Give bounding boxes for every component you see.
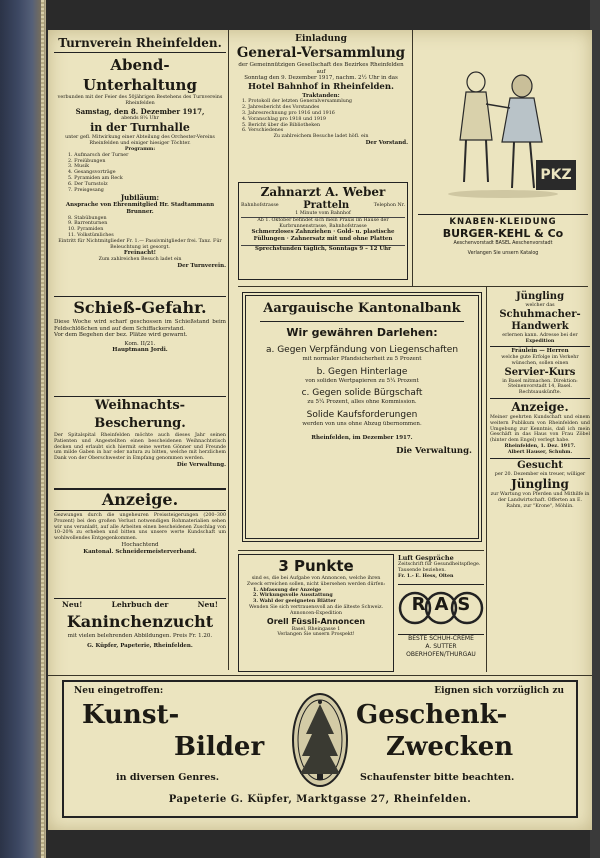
anzeige-right-title: Anzeige. [490, 398, 590, 415]
punkte-advice: Wenden Sie sich vertrauensvoll an die älteste Schweiz. Annoncen-Expedition [248, 604, 383, 616]
eignen-label: Eignen sich vorzüglich zu [434, 686, 564, 696]
bank-place: Rheinfelden, im Dezember 1917. [311, 435, 413, 442]
new-label: Neu! [197, 600, 218, 609]
ras-ad [398, 588, 484, 672]
gesprache-text: Zeitschrift für Gesundheitspflege. Tausende beziehen. [398, 562, 481, 573]
einladung-head: Einladung [295, 34, 347, 44]
j2-text: zur Wartung von Pferden und Mithilfe in der Landwirtschaft. Offerten an E. Rahm, zur "Krone", Möhlin. [490, 492, 590, 509]
anzeige-left-ad [54, 488, 226, 584]
zahnarzt-title: Zahnarzt A. Weber [260, 185, 386, 199]
kaninchen-top [54, 599, 226, 611]
servier-title: Servier-Kurs [504, 366, 576, 378]
bank-a: a. Gegen Verpfändung von Liegenschaften [265, 345, 459, 355]
weihnacht-text: Der Spitalspital Rheinfelden möchte auch dieses Jahr seinen Patienten und Angestellten einen bescheidenen Weihnachtstisch decken und erlaubt sich hiermit seine werten Gönner und Freunde um milde Gaben in bar oder natura zu bitten, welche mit herzlichem Dank von der Oberschwester in Empfang genommen werden. [54, 433, 226, 462]
turnverein-header: Turnverein Rheinfelden. [54, 34, 226, 53]
jubilaeum-heading: Jubiläum: [120, 193, 160, 203]
einladung-date: Sonntag den 9. Dezember 1917, nachm. 2½ Uhr in das [244, 75, 398, 82]
book-spine [0, 0, 46, 858]
gesucht-title: Gesucht [490, 458, 590, 472]
kunst-bilder-ad [62, 680, 578, 818]
program-list [54, 153, 226, 194]
list-item: 2. Freiübungen [68, 158, 106, 164]
list-item: 3. Jahresrechnung pro 1916 und 1916 [242, 110, 335, 116]
bank-a-sub: mit normaler Pfandsicherheit zu 5 Prozent [302, 356, 422, 362]
zahnarzt-row [241, 200, 405, 211]
christmas-tree-illustration [290, 690, 350, 790]
schiess-sig1: Kom. II/21. [124, 340, 156, 347]
weihnacht-ad [54, 396, 226, 484]
list-item: 5. Bericht über die Bibliotheken [242, 122, 321, 128]
list-item: 4. Voranschlag pro 1918 und 1919 [242, 116, 326, 122]
bank-ad [242, 292, 482, 542]
bank-signature: Die Verwaltung. [396, 445, 472, 456]
bank-c-sub: zu 5¼ Prozent, alles ohne Kommission. [307, 399, 417, 406]
entry-text: Eintritt für Nichtmitglieder Fr. 1.— Passivmitglieder frei. Tanz. Für Beleuchtung ist gesorgt. [58, 238, 222, 250]
list-item: 7. Preisgesang [68, 187, 104, 193]
bank-title: Aargauische Kantonalbank [263, 301, 461, 316]
punkte-ad [238, 554, 394, 672]
einladung-invite: Zu zahlreichem Besuche ladet höfl. ein [273, 134, 369, 140]
fraulein-text: welche gute Erfolge im Verkehr wünschen, sollen einen [501, 354, 579, 366]
schiess-ad [54, 296, 226, 392]
weihnacht-title: Weihnachts-Bescherung. [54, 396, 226, 433]
zahnarzt-town: Pratteln [303, 200, 350, 211]
einladung-title: General-Versammlung [236, 45, 406, 61]
neu-label: Neu eingetroffen: [74, 686, 164, 696]
newspaper-page [48, 30, 592, 830]
new-label: Neu! [62, 600, 83, 609]
bank-b-sub: von soliden Wertpapieren zu 5¼ Prozent [305, 377, 419, 384]
zahnarzt-ad [238, 182, 408, 280]
zahnarzt-line1: Ab 1. Oktober befindet sich mein Praxis im Hause der Kurbrunnenstrasse, Bahnhofstrasse [241, 217, 405, 230]
zahnarzt-hours: Sprechstunden täglich, Sonntags 9 – 12 Uhr [241, 245, 405, 253]
kaninchen-publisher: G. Küpfer, Papeterie, Rheinfelden. [87, 642, 193, 649]
zwecken-word: Zwecken [386, 732, 514, 762]
gesprache-author: E. Hess, Olten [415, 572, 454, 579]
turnverein-signature: Der Turnverein. [177, 262, 226, 269]
traktanden-heading: Traktanden: [302, 92, 340, 99]
freinacht: Freinacht! [123, 250, 157, 257]
einladung-signature: Der Vorstand. [365, 139, 408, 146]
anzeige-left-signature: Kantonal. Schneidermeisterverband. [83, 548, 197, 555]
turnverein-title: Abend-Unterhaltung [83, 56, 197, 94]
turnverein-venue: in der Turnhalle [90, 121, 190, 135]
weihnacht-signature: Die Verwaltung. [176, 461, 226, 468]
schiess-warn: Vor dem Begehen der bez. Plätze wird gewarnt. [54, 332, 188, 339]
pkz-line1: KNABEN-KLEIDUNG [418, 214, 588, 227]
j1-title: Jüngling [515, 291, 565, 302]
fraulein-title: Fräulein — Herren [490, 346, 590, 355]
anzeige-right-text: Meiner geehrten Kundschaft und einem weitern Publikum von Rheinfelden und Umgebung zur Kenntnis, daß ich mein Geschäft in das Haus von Frau Zöbel (hinter dem Engel) verlegt habe. [490, 414, 590, 444]
gesprache-price: Fr. 1.- [398, 572, 414, 579]
anzeige-left-greet: Hochachtend [121, 541, 159, 548]
bank-b: b. Gegen Hinterlage [316, 366, 408, 377]
punkte-intro: sind es, die bei Aufgabe von Annoncen, welche ihren Zweck erreichen sollen, nicht übersehen werden dürfen: [246, 576, 386, 587]
schuh-title: Schuhmacher-Handwerk [499, 308, 581, 332]
turnverein-time: abends 8¼ Uhr [121, 115, 159, 121]
einladung-sub: der Gemeinnützigen Gesellschaft des Bezirkes Rheinfelden auf [238, 62, 404, 75]
program2-list [54, 216, 226, 239]
traktanden-list [234, 99, 408, 134]
list-item: 10. Pyramiden [68, 227, 104, 233]
bank-d: Solide Kaufsforderungen [306, 409, 418, 420]
anzeige-right-signature: Albert Hauser, Schuhm. [507, 448, 573, 455]
j2-title: Jüngling [511, 477, 569, 492]
gesprache-ad [398, 554, 484, 585]
anzeige-left-text: Gezwungen durch die ungeheuren Preissteigerungen (200–300 Prozent) bei den großen Verlust notwendigen Rohmaterialien sehen wir uns veranlaßt, auf alle Arbeiten einen bescheidenen Zuschlag von 10–20% zu erheben und bitten uns unsere werte Kundschaft um wohlwollendes Entgegenkommen. [54, 513, 226, 542]
kunst-word: Kunst- [82, 700, 180, 730]
kaninchen-sub: mit vielen belehrenden Abbildungen. Preis Fr. 1.20. [67, 633, 213, 639]
kaninchen-title: Kaninchenzucht [66, 612, 214, 631]
list-item: 6. Der Turnstolz [68, 181, 108, 187]
schiess-sig2: Hauptmann Jordi. [112, 347, 168, 354]
j1-exped: Expedition [525, 337, 555, 344]
einladung-ad [234, 34, 408, 180]
zahnarzt-line2: Schmerzloses Zahnziehen · Gold- u. plastische Füllungen · Zahnersatz mit und ohne Platten [251, 229, 395, 242]
invite-text: Zum zahlreichen Besuch ladet ein [98, 256, 182, 262]
list-item: 2. Jahresbericht des Vorstandes [242, 105, 320, 111]
pkz-line2: BURGER-KEHL & Co [442, 227, 564, 240]
j1-text: erlernen kann. Adresse bei der [502, 332, 578, 338]
punkte-note: Verlangen Sie unsern Prospekt! [277, 632, 355, 638]
punkte-p2: 2. Wirkungsvolle Ausstattung [253, 592, 333, 599]
genres-text: in diversen Genres. [116, 772, 220, 783]
list-item: 11. Volkstümliches [68, 232, 114, 238]
ras-line2: A. SUTTER [425, 643, 457, 650]
list-item: 6. Verschiedenes [242, 128, 284, 134]
list-item: 5. Pyramiden am Reck [68, 175, 123, 181]
gesprache-by [398, 574, 484, 580]
bank-d-sub: werden von uns ohne Abzug übernommen. [302, 420, 422, 427]
gesucht-text: per 20. Dezember ein treuer, williger [494, 471, 586, 477]
zahnarzt-note: 1 Minute vom Bahnhof [295, 211, 351, 216]
pkz-line4: Verlangen Sie unsern Katalog [467, 250, 539, 256]
bank-subtitle: Wir gewähren Darlehen: [286, 326, 438, 339]
turnverein-intro: verbunden mit der Feier des 50jährigen Bestehens des Turnvereins Rheinfelden [57, 95, 223, 106]
anzeige-left-title: Anzeige. [54, 488, 226, 511]
program-heading: Programm: [124, 145, 156, 152]
pkz-ad [418, 60, 588, 284]
einladung-venue: Hotel Bahnhof in Rheinfelden. [248, 81, 394, 92]
anzeige-right-date: Rheinfelden, 1. Dez. 1917. [504, 442, 576, 449]
schiess-text: Diese Woche wird scharf geschossen im Schießstand beim Feldschlößchen und auf dem Schiffackerstand. [54, 319, 226, 332]
ras-logo-text: RAS [411, 594, 480, 615]
list-item: 8. Stabübungen [68, 215, 107, 221]
ras-line1: BESTE SCHUH-CREME [398, 634, 484, 643]
punkte-addr: Basel, Rheingasse 1 [291, 626, 341, 632]
list-item: 3. Musik [68, 164, 90, 170]
geschenk-word: Geschenk- [356, 700, 508, 730]
punkte-p3: 3. Wahl der geeigneten Blätter [253, 598, 336, 605]
right-column [490, 290, 590, 672]
punkte-p1: 1. Abfassung der Anzeige [253, 586, 322, 593]
list-item: 1. Aufmarsch der Turner [68, 152, 129, 158]
bank-c: c. Gegen solide Bürgschaft [301, 388, 423, 399]
kaninchen-ad [54, 598, 226, 671]
gesprache-title: Luft Gespräche [398, 554, 454, 562]
servier-text: in Basel mitmachen. Direktion: Steinenvorstadt 14, Basel. Rechtsauskünfte. [502, 378, 578, 396]
list-item: 4. Gesangsvorträge [68, 170, 116, 176]
turnverein-date: Samstag, den 8. Dezember 1917, [75, 106, 205, 116]
speech-line: Ansprache von Ehrenmitglied Hr. Stadtammann Brunner. [65, 202, 215, 215]
schaufenster-text: Schaufenster bitte beachten. [360, 772, 515, 783]
list-item: 1. Protokoll der letzten Generalversammlung [242, 99, 352, 105]
zahnarzt-street: Bahnhofstrasse [241, 202, 279, 208]
bilder-word: Bilder [174, 732, 265, 762]
schiess-title: Schieß-Gefahr. [54, 296, 226, 319]
turnverein-desc: unter gefl. Mitwirkung einer Abteilung des Orchester-Vereins Rheinfelden und einiger hiesiger Töchter. [65, 135, 215, 147]
list-item: 9. Barrenturnen [68, 221, 108, 227]
pkz-line3: Aeschenvorstadt BASEL Aeschenvorstadt [453, 241, 553, 246]
zahnarzt-phone: Telephon Nr. [373, 202, 405, 208]
turnverein-ad [54, 34, 226, 292]
lehrbuch-label: Lehrbuch der [111, 600, 169, 609]
kuepfer-address: Papeterie G. Küpfer, Marktgasse 27, Rheinfelden. [168, 794, 472, 805]
punkte-title: 3 Punkte [278, 557, 354, 575]
ras-line3: OBERHOFEN/THURGAU [406, 651, 476, 658]
pkz-logo: PKZ [536, 160, 576, 190]
j1-sub: welcher das [525, 303, 555, 308]
punkte-firm: Orell Füssli-Annoncen [266, 616, 366, 626]
